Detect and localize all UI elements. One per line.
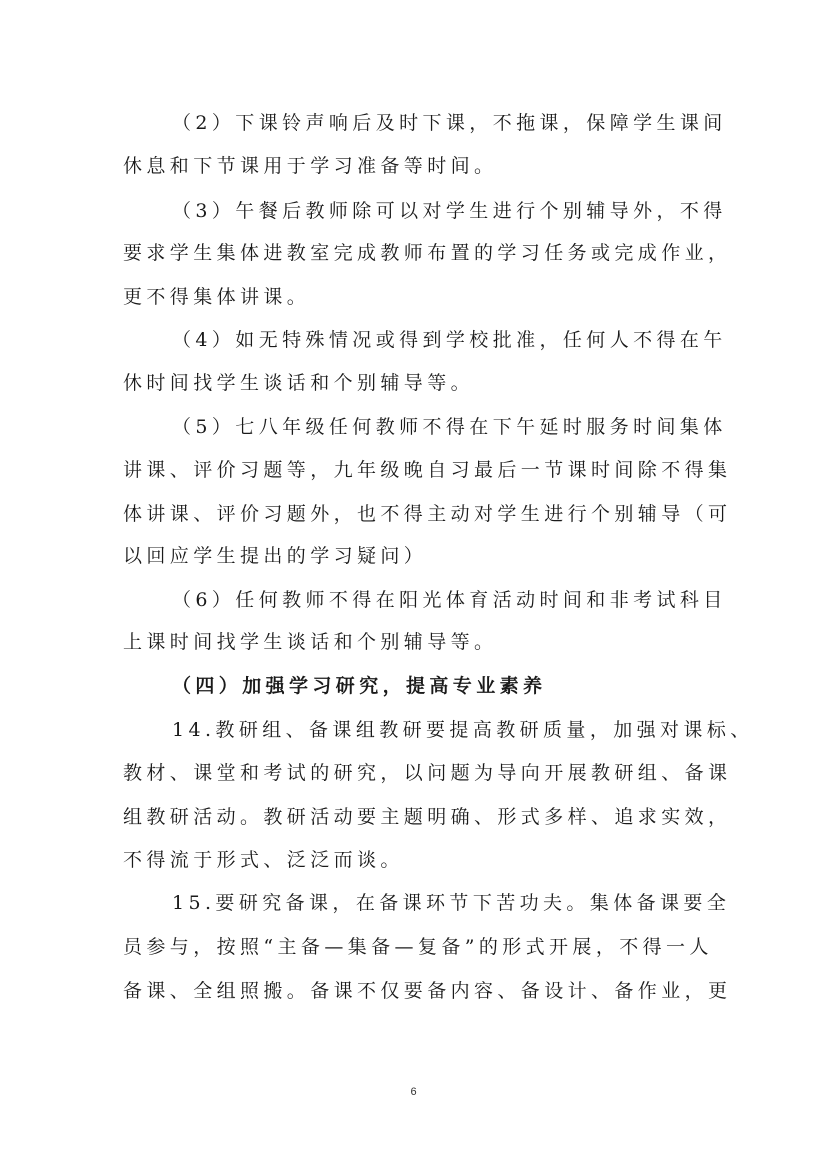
text-line-13: 上课时间找学生谈话和个别辅导等。 — [123, 631, 498, 653]
text-line-16: 教材、课堂和考试的研究，以问题为导向开展教研组、备课 — [123, 762, 732, 784]
text-line-1: （2）下课铃声响后及时下课，不拖课，保障学生课间 — [172, 112, 727, 134]
section-heading: （四）加强学习研究，提高专业素养 — [172, 675, 547, 697]
text-line-15: 14.教研组、备课组教研要提高教研质量，加强对课标、 — [172, 719, 754, 741]
text-line-9: 讲课、评价习题等，九年级晚自习最后一节课时间除不得集 — [123, 459, 732, 481]
text-line-20: 员参与，按照“主备—集备—复备”的形式开展，不得一人 — [123, 936, 713, 958]
text-line-8: （5）七八年级任何教师不得在下午延时服务时间集体 — [172, 416, 727, 438]
page-number: 6 — [410, 1086, 417, 1098]
text-line-10: 体讲课、评价习题外，也不得主动对学生进行个别辅导（可 — [123, 503, 732, 525]
text-line-12: （6）任何教师不得在阳光体育活动时间和非考试科目 — [172, 589, 727, 611]
text-line-19: 15.要研究备课，在备课环节下苦功夫。集体备课要全 — [172, 892, 731, 914]
text-line-4: 要求学生集体进教室完成教师布置的学习任务或完成作业， — [123, 242, 732, 264]
text-line-3: （3）午餐后教师除可以对学生进行个别辅导外，不得 — [172, 200, 727, 222]
text-line-21: 备课、全组照搬。备课不仅要备内容、备设计、备作业，更 — [123, 980, 732, 1002]
text-line-18: 不得流于形式、泛泛而谈。 — [123, 849, 404, 871]
text-line-11: 以回应学生提出的学习疑问） — [123, 545, 428, 567]
text-line-17: 组教研活动。教研活动要主题明确、形式多样、追求实效， — [123, 806, 732, 828]
text-line-7: 休时间找学生谈话和个别辅导等。 — [123, 372, 475, 394]
text-line-6: （4）如无特殊情况或得到学校批准，任何人不得在午 — [172, 329, 727, 351]
text-line-5: 更不得集体讲课。 — [123, 286, 311, 308]
text-line-2: 休息和下节课用于学习准备等时间。 — [123, 155, 498, 177]
